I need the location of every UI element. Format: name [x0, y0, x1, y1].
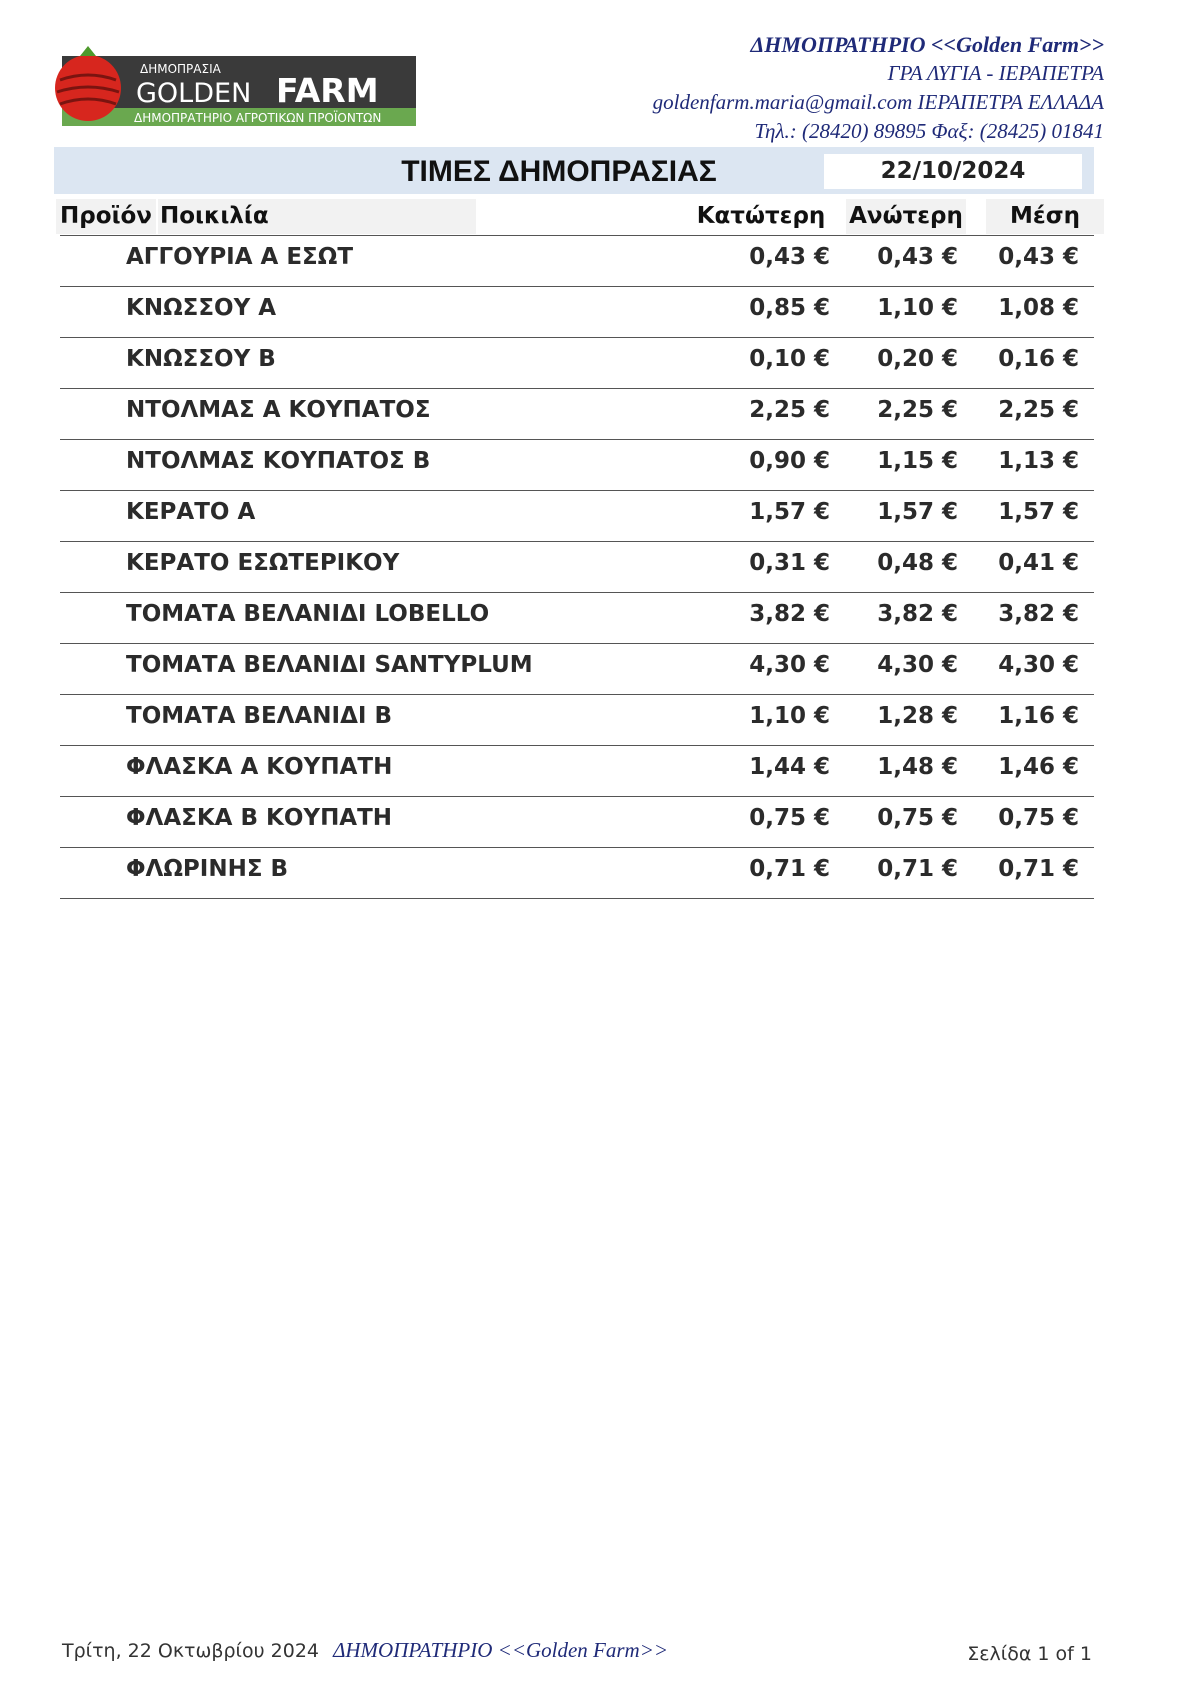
row-low-price: 0,75 € [749, 805, 830, 831]
row-avg-price: 0,16 € [998, 346, 1079, 372]
row-high-price: 1,28 € [877, 703, 958, 729]
row-variety: ΑΓΓΟΥΡΙΑ Α ΕΣΩΤ [126, 244, 354, 270]
row-high-price: 1,10 € [877, 295, 958, 321]
table-row [60, 287, 1094, 338]
row-high-price: 0,71 € [877, 856, 958, 882]
row-low-price: 3,82 € [749, 601, 830, 627]
row-variety: ΚΝΩΣΣΟΥ Α [126, 295, 277, 321]
column-header-low: Κατώτερη [696, 203, 826, 229]
table-row [60, 848, 1094, 899]
row-avg-price: 4,30 € [998, 652, 1079, 678]
company-name: ΔΗΜΟΠΡΑΤΗΡΙΟ <<Golden Farm>> [750, 32, 1104, 57]
logo-brand-farm: FARM [276, 71, 379, 110]
row-avg-price: 0,71 € [998, 856, 1079, 882]
row-high-price: 1,15 € [877, 448, 958, 474]
logo-top-text: ΔΗΜΟΠΡΑΣΙΑ [140, 62, 221, 76]
column-header-high: Ανώτερη [846, 199, 966, 234]
company-info [653, 30, 1104, 146]
table-row [60, 593, 1094, 644]
table-row [60, 695, 1094, 746]
row-high-price: 0,48 € [877, 550, 958, 576]
row-low-price: 0,43 € [749, 244, 830, 270]
table-row [60, 491, 1094, 542]
row-variety: ΤΟΜΑΤΑ ΒΕΛΑΝΙΔΙ SANTYPLUM [126, 652, 533, 678]
row-low-price: 1,10 € [749, 703, 830, 729]
row-variety: ΚΝΩΣΣΟΥ Β [126, 346, 276, 372]
row-avg-price: 1,08 € [998, 295, 1079, 321]
footer-company-name: ΔΗΜΟΠΡΑΤΗΡΙΟ <<Golden Farm>> [333, 1638, 669, 1662]
row-high-price: 0,75 € [877, 805, 958, 831]
logo-tagline: ΔΗΜΟΠΡΑΤΗΡΙΟ ΑΓΡΟΤΙΚΩΝ ΠΡΟΪΟΝΤΩΝ [134, 111, 382, 125]
title-bar [54, 147, 1094, 194]
company-email: goldenfarm.maria@gmail.com ΙΕΡΑΠΕΤΡΑ ΕΛΛΑΔΑ [652, 90, 1104, 114]
company-location: ΓΡΑ ΛΥΓΙΑ - ΙΕΡΑΠΕΤΡΑ [887, 61, 1104, 85]
footer-page-number: Σελίδα 1 of 1 [967, 1643, 1092, 1665]
row-variety: ΤΟΜΑΤΑ ΒΕΛΑΝΙΔΙ Β [126, 703, 392, 729]
row-avg-price: 1,46 € [998, 754, 1079, 780]
table-row [60, 746, 1094, 797]
table-row [60, 644, 1094, 695]
footer-date: Τρίτη, 22 Οκτωβρίου 2024 [62, 1640, 320, 1662]
row-variety: ΝΤΟΛΜΑΣ ΚΟΥΠΑΤΟΣ Β [126, 448, 431, 474]
row-high-price: 2,25 € [877, 397, 958, 423]
row-avg-price: 2,25 € [998, 397, 1079, 423]
row-avg-price: 1,16 € [998, 703, 1079, 729]
row-low-price: 0,90 € [749, 448, 830, 474]
column-header-variety: Ποικιλία [158, 199, 476, 234]
price-table [60, 235, 1094, 899]
row-low-price: 4,30 € [749, 652, 830, 678]
row-avg-price: 1,13 € [998, 448, 1079, 474]
row-avg-price: 0,75 € [998, 805, 1079, 831]
row-low-price: 1,44 € [749, 754, 830, 780]
row-variety: ΦΛΑΣΚΑ Α ΚΟΥΠΑΤΗ [126, 754, 393, 780]
page-title: ΤΙΜΕΣ ΔΗΜΟΠΡΑΣΙΑΣ [401, 155, 717, 188]
row-high-price: 1,48 € [877, 754, 958, 780]
table-row [60, 542, 1094, 593]
row-low-price: 1,57 € [749, 499, 830, 525]
row-avg-price: 0,41 € [998, 550, 1079, 576]
table-row [60, 338, 1094, 389]
row-low-price: 0,31 € [749, 550, 830, 576]
row-variety: ΚΕΡΑΤΟ Α [126, 499, 256, 525]
footer-left [62, 1638, 668, 1663]
row-low-price: 2,25 € [749, 397, 830, 423]
row-high-price: 0,20 € [877, 346, 958, 372]
table-row [60, 236, 1094, 287]
table-row [60, 440, 1094, 491]
row-variety: ΝΤΟΛΜΑΣ Α ΚΟΥΠΑΤΟΣ [126, 397, 431, 423]
row-variety: ΤΟΜΑΤΑ ΒΕΛΑΝΙΔΙ LOBELLO [126, 601, 490, 627]
row-low-price: 0,71 € [749, 856, 830, 882]
row-variety: ΚΕΡΑΤΟ ΕΣΩΤΕΡΙΚΟΥ [126, 550, 400, 576]
report-date: 22/10/2024 [824, 154, 1082, 189]
column-header-product: Προϊόν [56, 199, 156, 234]
row-avg-price: 3,82 € [998, 601, 1079, 627]
row-avg-price: 1,57 € [998, 499, 1079, 525]
logo-brand-golden: GOLDEN [136, 78, 252, 109]
table-row [60, 389, 1094, 440]
table-row [60, 797, 1094, 848]
row-high-price: 3,82 € [877, 601, 958, 627]
row-variety: ΦΛΩΡΙΝΗΣ Β [126, 856, 289, 882]
row-avg-price: 0,43 € [998, 244, 1079, 270]
row-high-price: 0,43 € [877, 244, 958, 270]
row-low-price: 0,85 € [749, 295, 830, 321]
golden-farm-logo [54, 46, 424, 126]
row-high-price: 4,30 € [877, 652, 958, 678]
row-high-price: 1,57 € [877, 499, 958, 525]
column-header-avg: Μέση [986, 199, 1104, 234]
company-phone: Τηλ.: (28420) 89895 Φαξ: (28425) 01841 [754, 119, 1104, 143]
row-variety: ΦΛΑΣΚΑ Β ΚΟΥΠΑΤΗ [126, 805, 393, 831]
row-low-price: 0,10 € [749, 346, 830, 372]
